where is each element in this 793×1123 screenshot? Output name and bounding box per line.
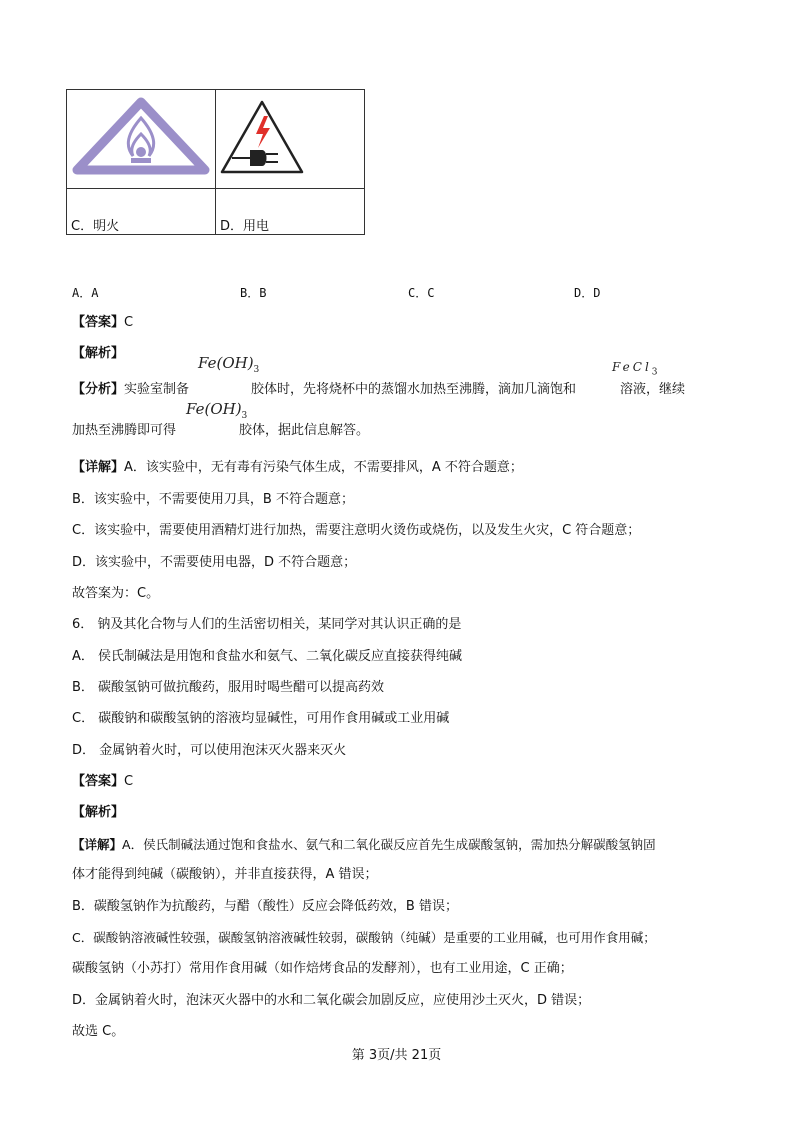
q5-answer-line <box>72 314 133 332</box>
option-d: D．D <box>574 286 601 300</box>
q6-detail-a2: 体才能得到纯碱（碳酸钠），并非直接获得，A 错误； <box>72 867 378 882</box>
formula-feoh-2: $Fe(OH)_3$ <box>186 400 248 421</box>
q6-option-d: D． 金属钠着火时，可以使用泡沫灭火器来灭火 <box>72 743 347 758</box>
fenxi-tag: 【分析】 <box>72 382 125 397</box>
q5-fenxi-line2: 加热至沸腾即可得 胶体，据此信息解答。 <box>72 423 370 438</box>
q6-analysis-heading: 【解析】 <box>72 805 125 820</box>
open-flame-warning-icon <box>67 90 215 184</box>
answer-tag: 【答案】 <box>72 315 125 330</box>
q5-detail-c: C．该实验中，需要使用酒精灯进行加热，需要注意明火烫伤或烧伤，以及发生火灾，C 符合题意； <box>72 523 641 538</box>
q6-detail-d: D．金属钠着火时，泡沫灭火器中的水和二氧化碳会加剧反应，应使用沙土灭火，D 错误； <box>72 993 591 1008</box>
formula-feoh-1: $Fe(OH)_3$ <box>198 354 260 375</box>
option-b: B．B <box>240 286 267 300</box>
q5-conclusion: 故答案为：C。 <box>72 586 160 601</box>
q6-detail-a1: 【详解】A．侯氏制碱法通过饱和食盐水、氨气和二氧化碳反应首先生成碳酸氢钠，需加热分解碳酸氢钠固 <box>72 837 656 852</box>
analysis-tag: 解析 <box>85 346 112 361</box>
q6-option-c: C． 碳酸钠和碳酸氢钠的溶液均显碱性，可用作食用碱或工业用碱 <box>72 711 450 726</box>
q6-stem: 6． 钠及其化合物与人们的生活密切相关，某同学对其认识正确的是 <box>72 617 462 632</box>
electrical-cell <box>216 90 365 189</box>
option-a: A．A <box>72 286 99 300</box>
q6-option-b: B． 碳酸氢钠可做抗酸药，服用时喝些醋可以提高药效 <box>72 680 385 695</box>
q6-option-a: A． 侯氏制碱法是用饱和食盐水和氨气、二氧化碳反应直接获得纯碱 <box>72 649 463 664</box>
q5-analysis-heading: 【解析】 <box>72 346 125 361</box>
q6-detail-c1: C．碳酸钠溶液碱性较强，碳酸氢钠溶液碱性较弱，碳酸钠（纯碱）是重要的工业用碱，也可用作食用碱； <box>72 930 656 945</box>
electrical-hazard-plug-icon <box>216 90 364 184</box>
page-footer: 第 3页/共 21页 <box>351 1048 442 1063</box>
q6-conclusion: 故选 C。 <box>72 1024 125 1039</box>
option-c: C．C <box>408 286 435 300</box>
q6-answer-value: C <box>124 774 134 789</box>
q6-detail-b: B．碳酸氢钠作为抗酸药，与醋（酸性）反应会降低药效，B 错误； <box>72 899 458 914</box>
answer-value: C <box>124 315 134 330</box>
d-label-cell <box>216 189 365 235</box>
q6-detail-c2: 碳酸氢钠（小苏打）常用作食用碱（如作焙烤食品的发酵剂），也有工业用途，C 正确； <box>72 961 573 976</box>
c-label-cell <box>67 189 216 235</box>
c-label: C．明火 <box>71 219 120 234</box>
open-flame-cell <box>67 90 216 189</box>
d-label: D．用电 <box>220 219 270 234</box>
q5-fenxi-line1: 【分析】实验室制备 胶体时，先将烧杯中的蒸馏水加热至沸腾，滴加几滴饱和 溶液，继续 <box>72 382 686 397</box>
q6-answer-line: 【答案】C <box>72 774 134 789</box>
q5-detail-b: B．该实验中，不需要使用刀具，B 不符合题意； <box>72 492 354 507</box>
formula-fecl3: FeCl$_3$ <box>612 360 661 378</box>
safety-icon-table <box>66 89 365 235</box>
q5-detail-a: 【详解】A．该实验中，无有毒有污染气体生成，不需要排风，A 不符合题意； <box>72 460 523 475</box>
q5-detail-d: D．该实验中，不需要使用电器，D 不符合题意； <box>72 555 357 570</box>
